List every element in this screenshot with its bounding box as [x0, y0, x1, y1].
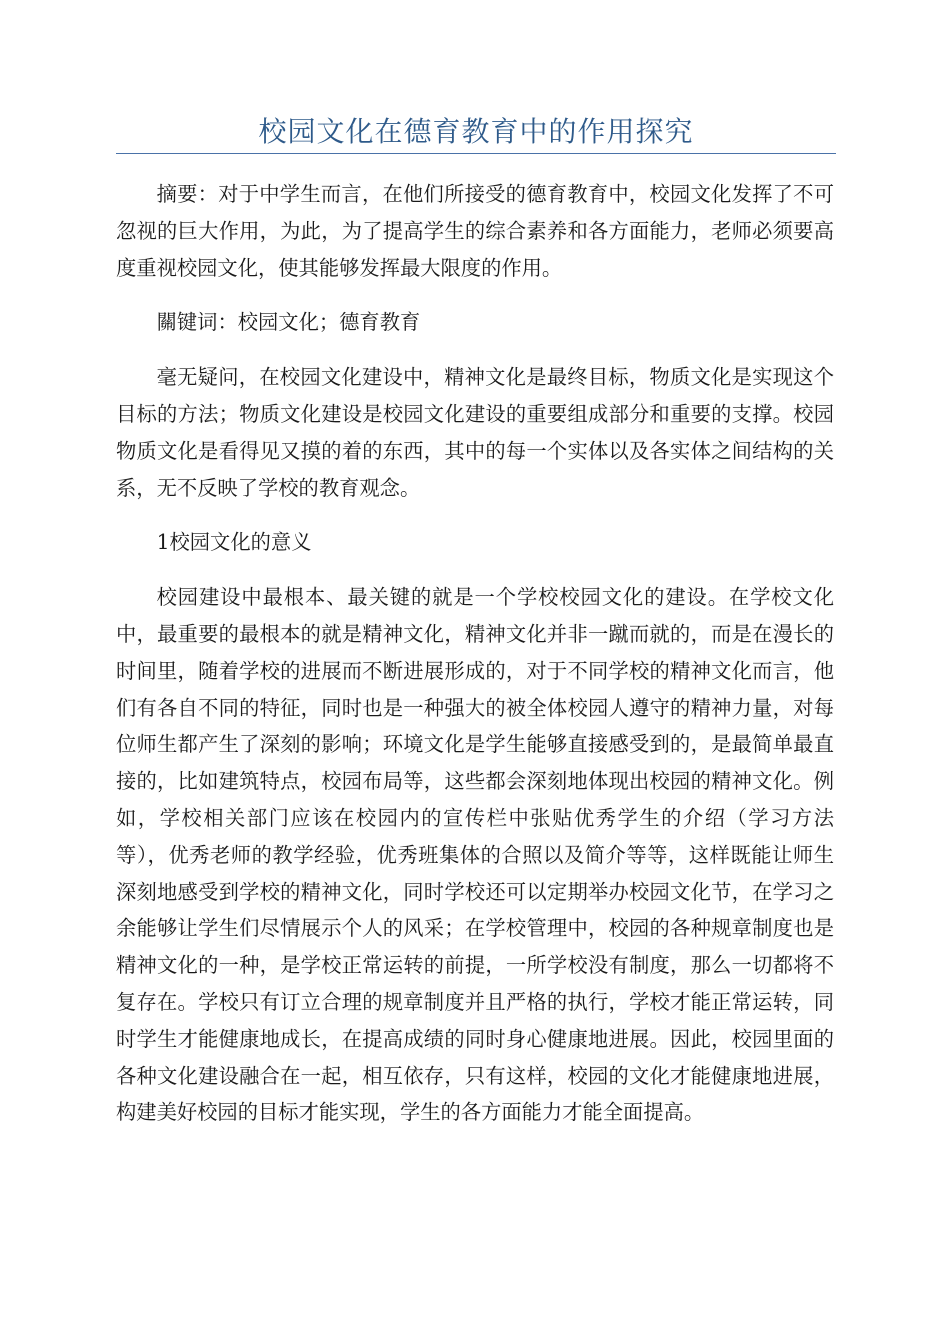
document-title: 校园文化在德育教育中的作用探究 — [258, 115, 694, 148]
abstract-paragraph: 摘要：对于中学生而言，在他们所接受的德育教育中，校园文化发挥了不可忽视的巨大作用，为此，为了提高学生的综合素养和各方面能力，老师必须要高度重视校园文化，使其能够发挥最大限度的作用。 — [116, 182, 834, 280]
title-underline — [116, 153, 836, 154]
keywords-paragraph: 關键词：校园文化；德育教育 — [156, 310, 421, 335]
section-heading: 1校园文化的意义 — [156, 530, 312, 555]
section-body-paragraph: 校园建设中最根本、最关键的就是一个学校校园文化的建设。在学校文化中，最重要的最根本的就是精神文化，精神文化并非一蹴而就的，而是在漫长的时间里，随着学校的进展而不断进展形成的，对于不同学校的精神文化而言，他们有各自不同的特征，同时也是一种强大的被全体校园人遵守的精神力量，对每位师生都产生了深刻的影响；环境文化是学生能够直接感受到的，是最简单最直接的，比如建筑特点，校园布局等，这些都会深刻地体现出校园的精神文化。例如，学校相关部门应该在校园内的宣传栏中张贴优秀学生的介绍（学习方法等），优秀老师的教学经验，优秀班集体的合照以及简介等等，这样既能让师生深刻地感受到学校的精神文化，同时学校还可以定期举办校园文化节，在学习之余能够让学生们尽情展示个人的风采；在学校管理中，校园的各种规章制度也是精神文化的一种，是学校正常运转的前提，一所学校没有制度，那么一切都将不复存在。学校只有订立合理的规章制度并且严格的执行，学校才能正常运转，同时学生才能健康地成长，在提高成绩的同时身心健康地进展。因此，校园里面的各种文化建设融合在一起，相互依存，只有这样，校园的文化才能健康地进展，构建美好校园的目标才能实现，学生的各方面能力才能全面提高。 — [116, 585, 834, 1125]
intro-paragraph: 毫无疑问，在校园文化建设中，精神文化是最终目标，物质文化是实现这个目标的方法；物质文化建设是校园文化建设的重要组成部分和重要的支撑。校园物质文化是看得见又摸的着的东西，其中的每一个实体以及各实体之间结构的关系，无不反映了学校的教育观念。 — [116, 365, 834, 500]
document-body — [116, 176, 834, 1149]
